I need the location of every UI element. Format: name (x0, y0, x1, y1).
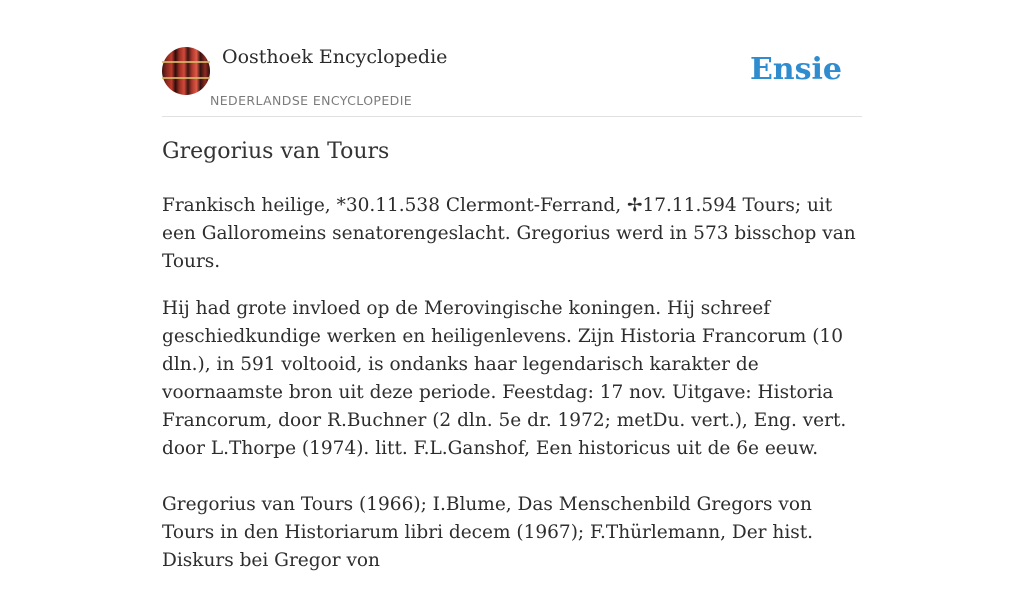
ensie-home-link[interactable]: Ensie (749, 52, 842, 87)
page-title: Gregorius van Tours (162, 139, 390, 164)
logo-band-bottom (162, 77, 210, 79)
brand-subtitle: NEDERLANDSE ENCYCLOPEDIE (210, 93, 413, 108)
article-paragraph: Frankisch heilige, *30.11.538 Clermont-Ferrand, ✢17.11.594 Tours; uit een Galloromeins senatorengeslacht. Gregorius werd in 573 bisschop van Tours. (162, 195, 856, 272)
article-paragraph: Gregorius van Tours (1966); I.Blume, Das Menschenbild Gregors von Tours in den Historiarum libri decem (1967); F.Thürlemann, Der hist. Diskurs bei Gregor von (162, 494, 814, 571)
brand-title[interactable]: Oosthoek Encyclopedie (222, 46, 448, 68)
article-paragraph: Hij had grote invloed op de Merovingische koningen. Hij schreef geschiedkundige werken en heiligenlevens. Zijn Historia Francorum (10 dln.), in 591 voltooid, is ondanks haar legendarisch karakter de voornaamste bron uit deze periode. Feestdag: 17 nov. Uitgave: Historia Francorum, door R.Buchner (2 dln. 5e dr. 1972; metDu. vert.), Eng. vert. door L.Thorpe (1974). litt. F.L.Ganshof, Een historicus uit de 6e eeuw. (162, 298, 847, 459)
site-header (162, 40, 862, 117)
encyclopedia-books-icon[interactable] (162, 47, 210, 95)
article-body (162, 192, 862, 594)
logo-band-top (162, 61, 210, 63)
